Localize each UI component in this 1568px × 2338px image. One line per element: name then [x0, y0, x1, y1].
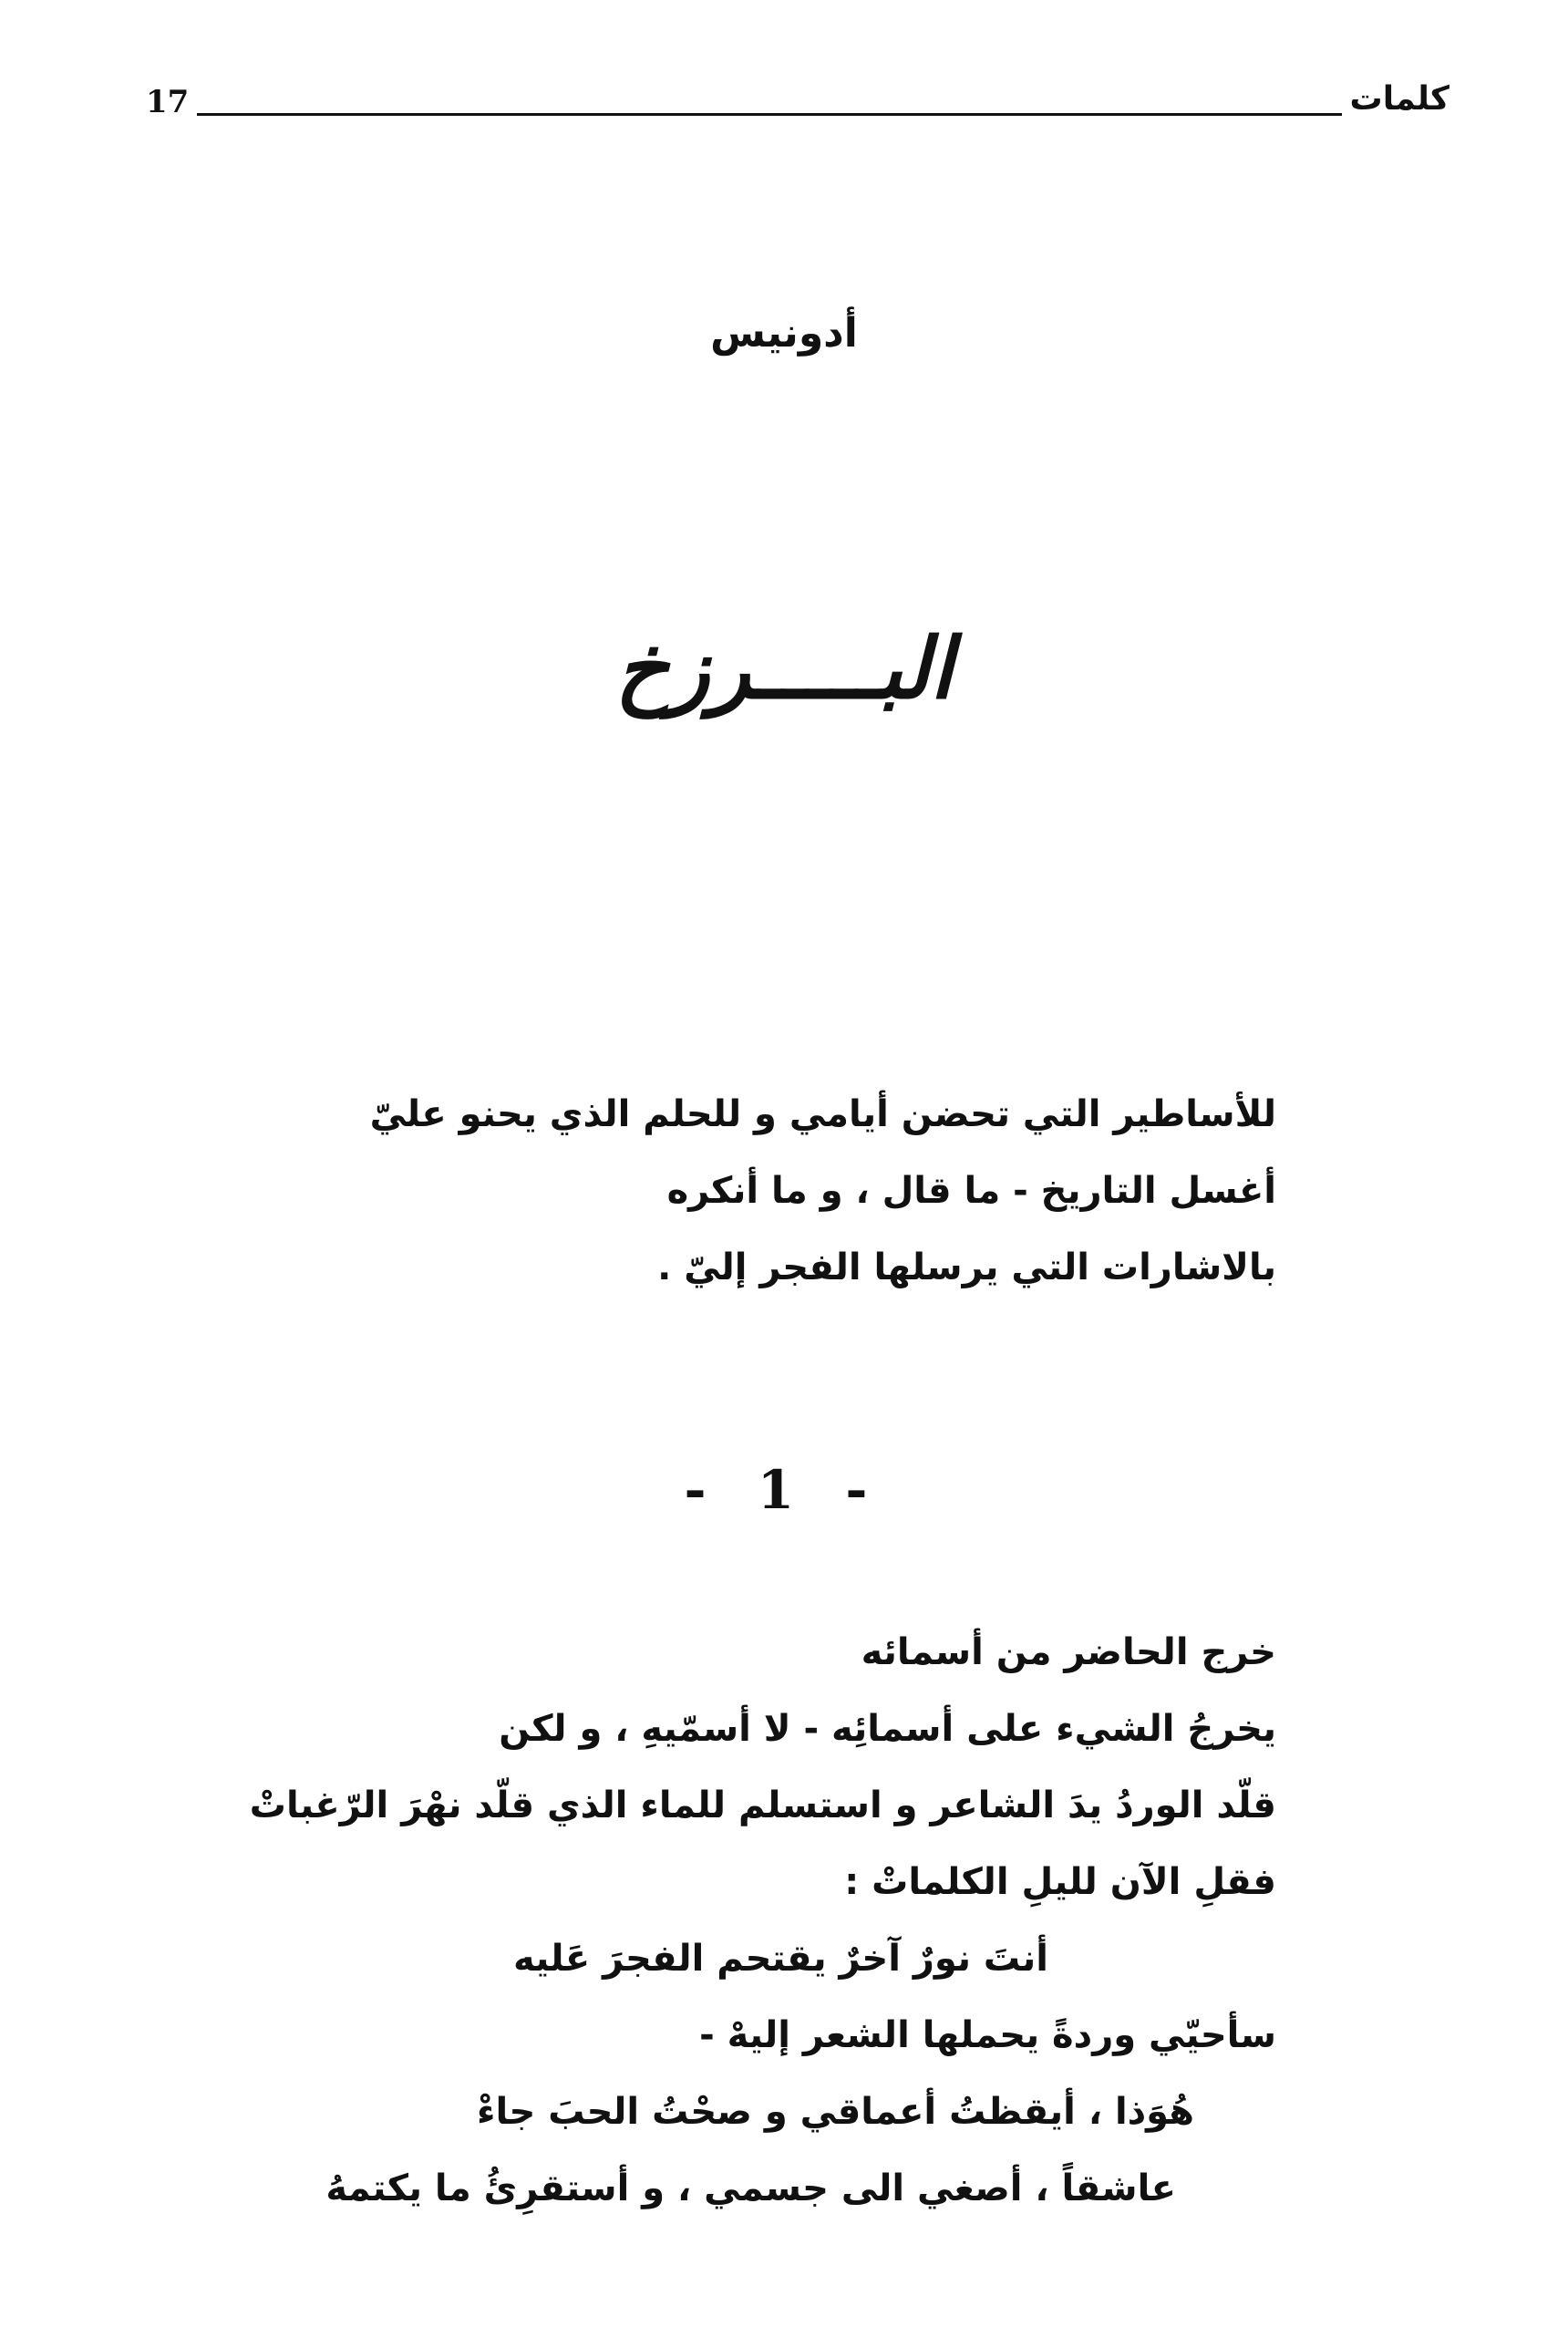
- verse-line: أنتَ نورٌ آخرٌ يقتحم الفجرَ عَليه: [512, 1938, 1048, 1980]
- epigraph-line: للأساطير التي تحضن أيامي و للحلم الذي يحنو عليّ: [369, 1093, 1276, 1135]
- journal-title: كلمات: [1349, 80, 1449, 118]
- poem-title: البـــــرزخ: [614, 620, 954, 718]
- author-name: أدونيس: [710, 310, 858, 357]
- stanza: [182, 1614, 1276, 2227]
- epigraph-line: أغسل التاريخ - ما قال ، و ما أنكره: [666, 1170, 1276, 1212]
- verse-line: خرج الحاضر من أسمائه: [861, 1631, 1276, 1673]
- header-rule: [197, 113, 1342, 116]
- verse-line: هُوَذا ، أيقظتُ أعماقي و صحْتُ الحبَ جاءْ: [477, 2091, 1194, 2133]
- verse-line: يخرجُ الشيء على أسمائِه - لا أسمّيهِ ، و لكن: [499, 1708, 1276, 1750]
- epigraph: [365, 1076, 1276, 1306]
- verse-line: فقلِ الآن لليلِ الكلماتْ :: [844, 1861, 1276, 1903]
- verse-line: قلّد الوردُ يدَ الشاعر و استسلم للماء الذي قلّد نهْرَ الرّغباتْ: [249, 1785, 1276, 1826]
- running-header: [146, 80, 1449, 135]
- epigraph-line: بالاشارات التي يرسلها الفجر إليّ .: [657, 1247, 1276, 1288]
- section-number: - 1 -: [684, 1459, 884, 1521]
- page-number: 17: [146, 84, 190, 120]
- verse-line: عاشقاً ، أصغي الى جسمي ، و أستقرِئُ ما يكتمهُ: [325, 2167, 1176, 2209]
- verse-line: سأحيّي وردةً يحملها الشعر إليهْ -: [699, 2014, 1276, 2056]
